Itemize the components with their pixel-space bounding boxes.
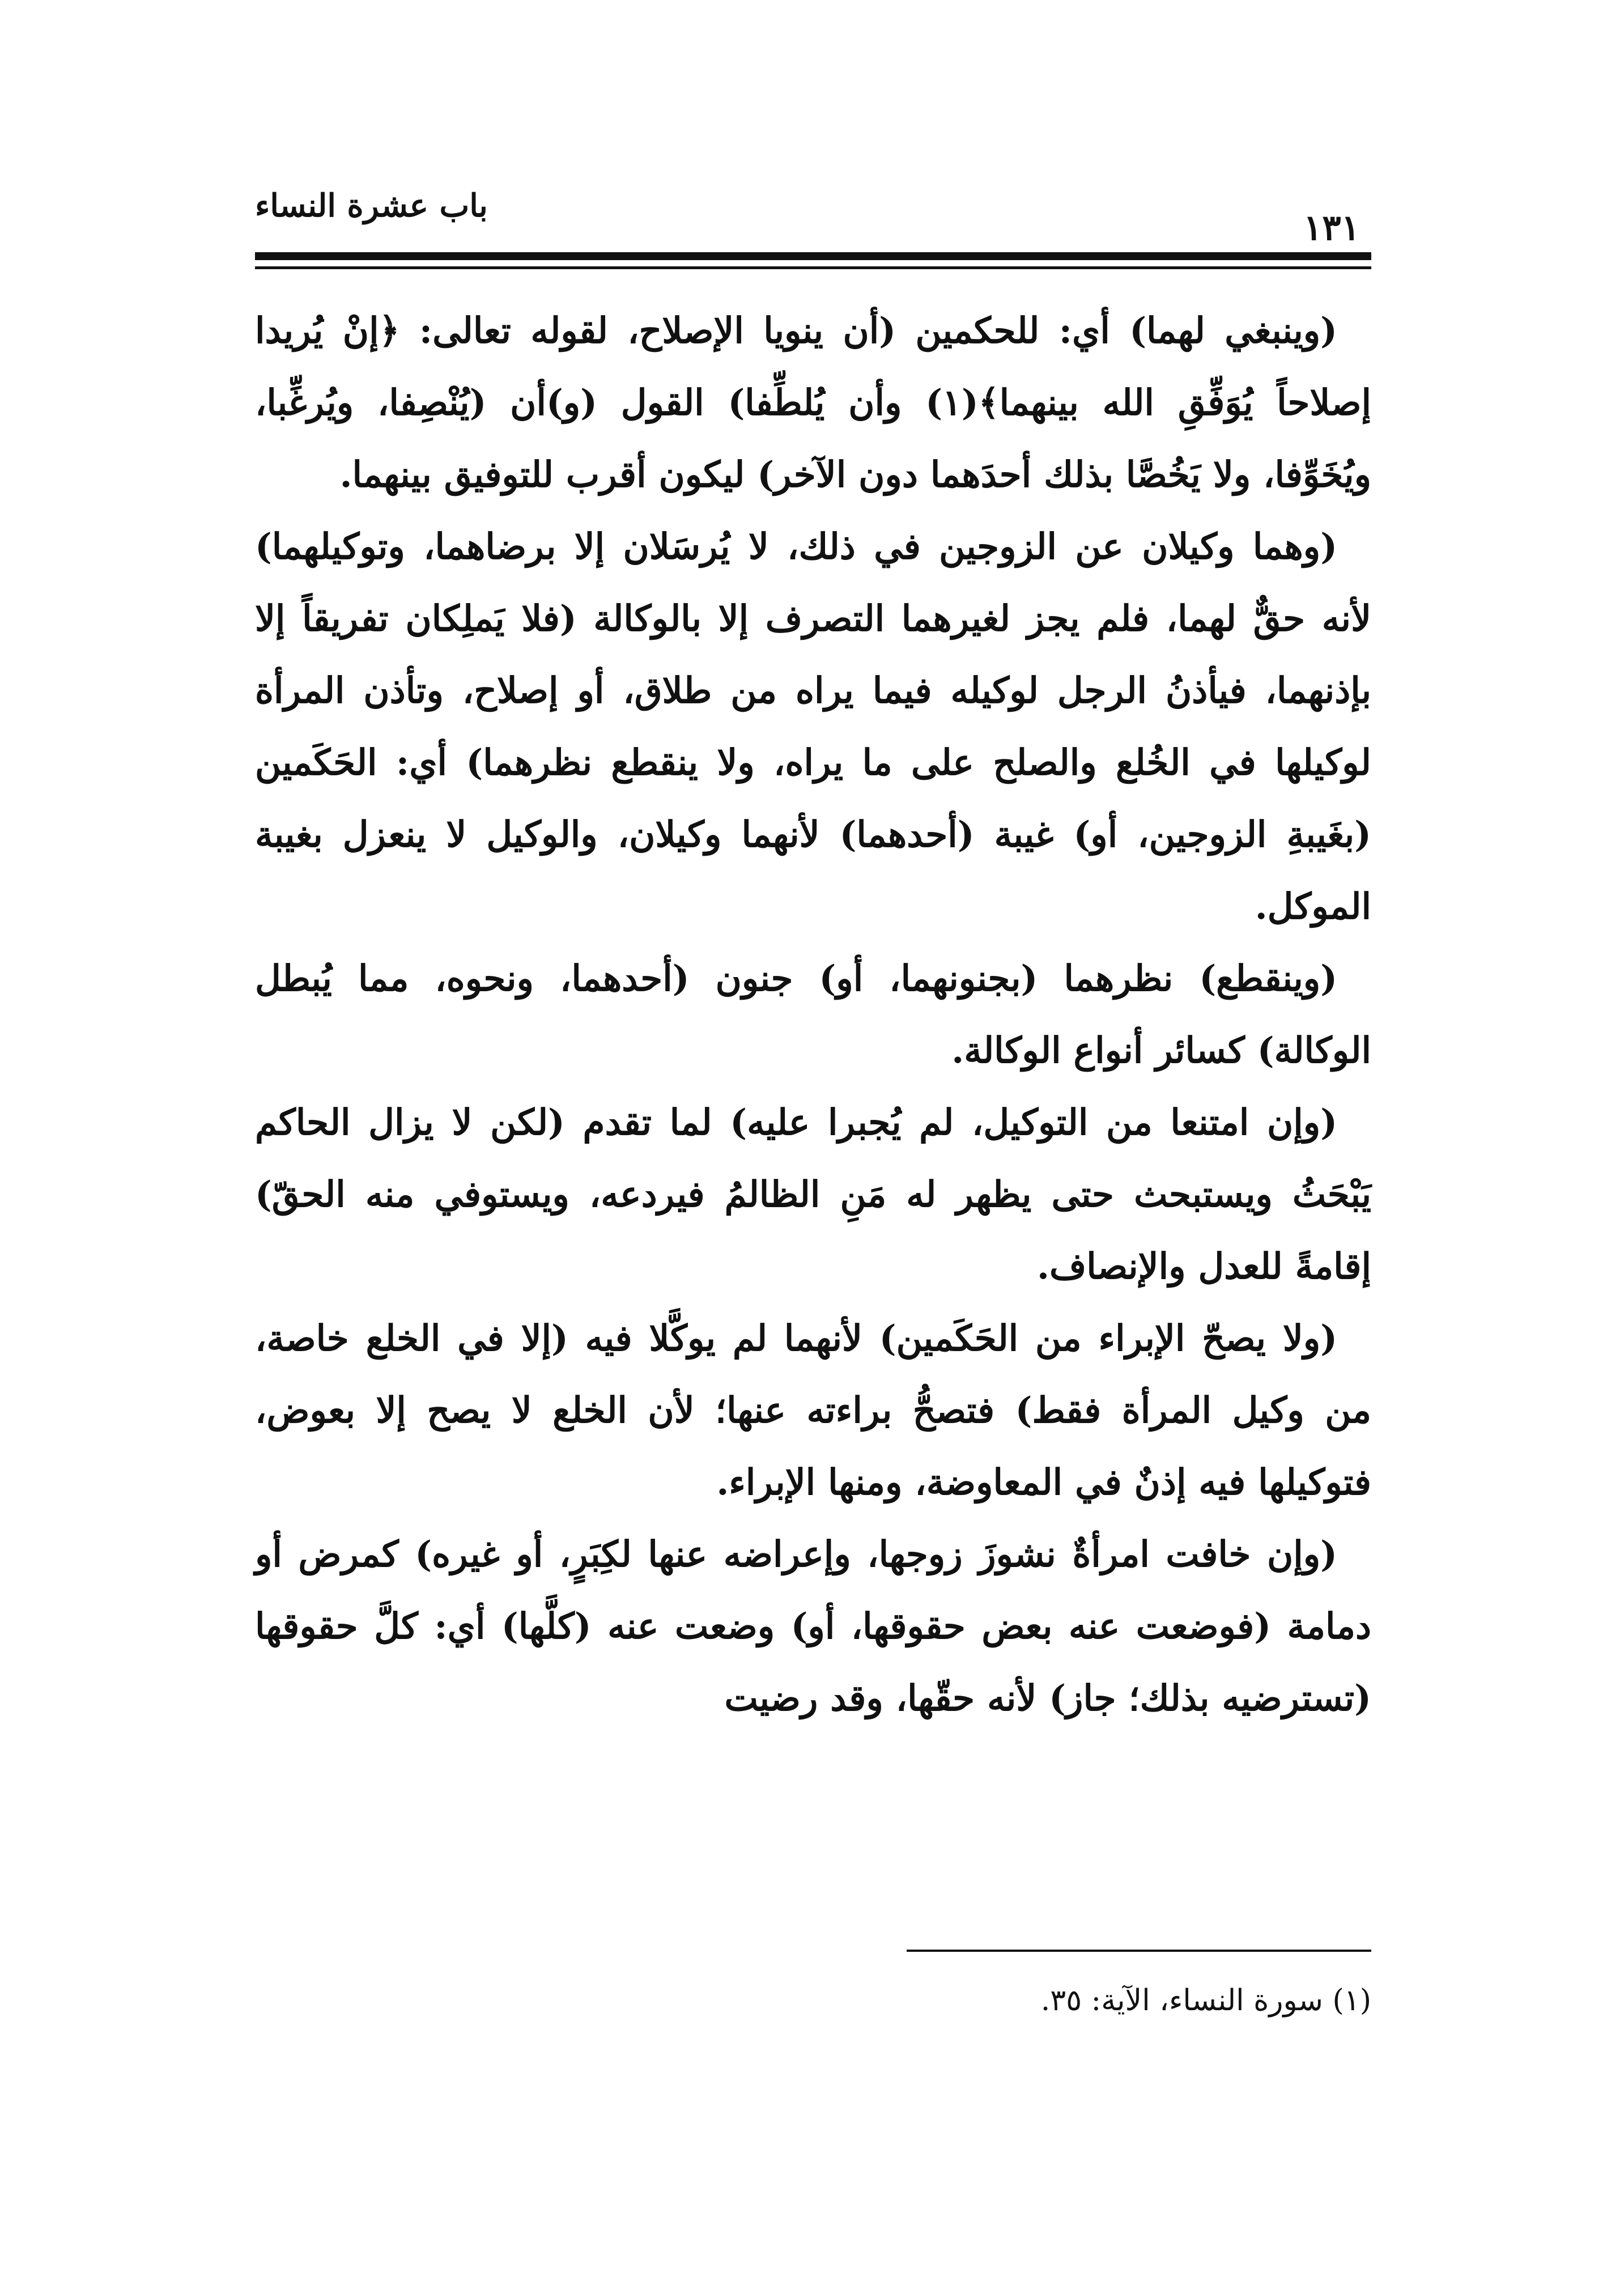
- paragraph-4: (وإن امتنعا من التوكيل، لم يُجبرا عليه) لما تقدم (لكن لا يزال الحاكم يَبْحَثُ ويستبحث حتى يظهر له مَنِ الظالمُ فيردعه، ويستوفي منه الحقّ) إقامةً للعدل والإنصاف.: [255, 1101, 1371, 1287]
- paragraph-5: (ولا يصحّ الإبراء من الحَكَمين) لأنهما لم يوكَّلا فيه (إلا في الخلع خاصة، من وكيل المرأة فقط) فتصحُّ براءته عنها؛ لأن الخلع لا يصح إلا بعوض، فتوكيلها فيه إذنٌ في المعاوضة، ومنها الإبراء.: [255, 1317, 1371, 1503]
- footnote: (١) سورة النساء، الآية: ٣٥.: [1040, 1984, 1371, 2018]
- header-rule-thick: [255, 252, 1371, 260]
- header-rule-thin: [255, 266, 1371, 269]
- paragraph-1: (وينبغي لهما) أي: للحكمين (أن ينويا الإصلاح، لقوله تعالى: ﴿إنْ يُريدا إصلاحاً يُوَفِّقِ الله بينهما﴾(١) وأن يُلطِّفا) القول (و)أن (يُنْصِفا، ويُرغِّبا، ويُخَوِّفا، ولا يَخُصَّا بذلك أحدَهما دون الآخر) ليكون أقرب للتوفيق بينهما.: [255, 309, 1372, 495]
- page-number: ١٣١: [1303, 207, 1360, 248]
- paragraph-6: (وإن خافت امرأةٌ نشوزَ زوجها، وإعراضه عنها لكِبَرٍ، أو غيره) كمرض أو دمامة (فوضعت عنه بعض حقوقها، أو) وضعت عنه (كلَّها) أي: كلَّ حقوقها (تسترضيه بذلك؛ جاز) لأنه حقّها، وقد رضيت: [255, 1533, 1371, 1719]
- running-title: باب عشرة النساء: [255, 187, 488, 224]
- paragraph-3: (وينقطع) نظرهما (بجنونهما، أو) جنون (أحدهما، ونحوه، مما يُبطل الوكالة) كسائر أنواع الوكالة.: [255, 957, 1371, 1071]
- footnote-separator: [907, 1950, 1371, 1952]
- page-header: [255, 187, 1371, 249]
- main-text: [255, 295, 1371, 1734]
- paragraph-2: (وهما وكيلان عن الزوجين في ذلك، لا يُرسَلان إلا برضاهما، وتوكيلهما) لأنه حقٌّ لهما، فلم يجز لغيرهما التصرف إلا بالوكالة (فلا يَملِكان تفريقاً إلا بإذنهما، فيأذنُ الرجل لوكيله فيما يراه من طلاق، أو إصلاح، وتأذن المرأة لوكيلها في الخُلع والصلح على ما يراه، ولا ينقطع نظرهما) أي: الحَكَمين (بغَيبةِ الزوجين، أو) غيبة (أحدهما) لأنهما وكيلان، والوكيل لا ينعزل بغيبة الموكل.: [255, 525, 1371, 927]
